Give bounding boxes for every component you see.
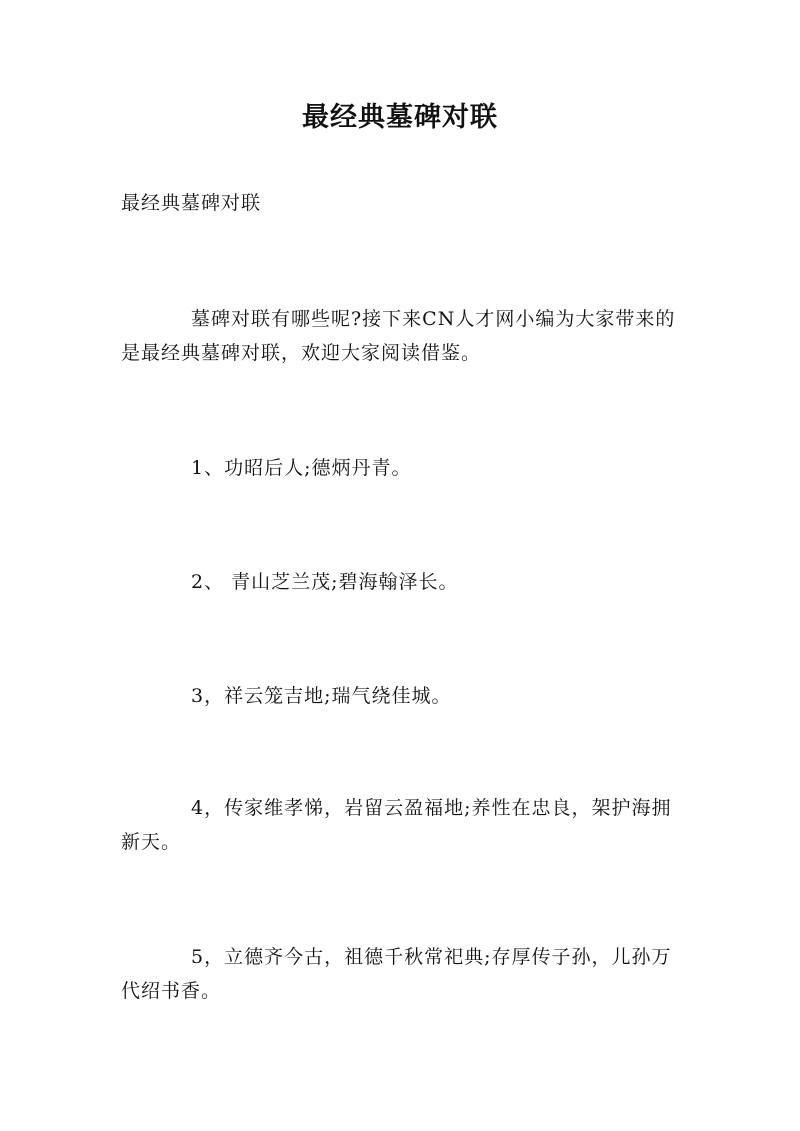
couplet-item-3: 3，祥云笼吉地;瑞气绕佳城。 [191, 685, 452, 707]
couplet-item-2: 2、 青山芝兰茂;碧海翰泽长。 [191, 571, 459, 593]
document-title: 最经典墓碑对联 [302, 102, 498, 133]
document-subtitle: 最经典墓碑对联 [121, 192, 262, 214]
intro-paragraph: 墓碑对联有哪些呢?接下来CN人才网小编为大家带来的是最经典墓碑对联，欢迎大家阅读借鉴。 [121, 308, 676, 364]
couplet-item-5: 5，立德齐今古，祖德千秋常祀典;存厚传子孙，儿孙万代绍书香。 [121, 946, 672, 1002]
couplet-item-4: 4，传家维孝悌，岩留云盈福地;养性在忠良，架护海拥新天。 [121, 797, 672, 853]
couplet-item-1: 1、功昭后人;德炳丹青。 [191, 457, 412, 479]
